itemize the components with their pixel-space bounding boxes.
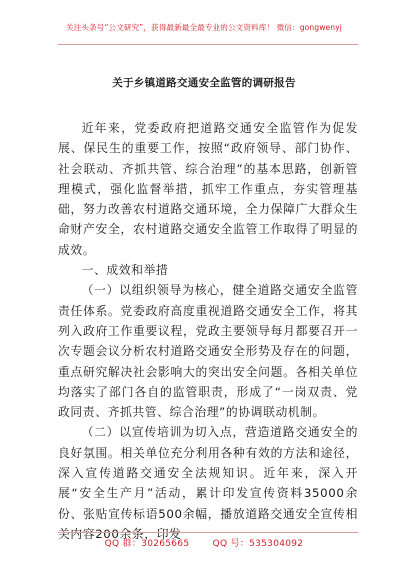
header-note: 关注头条号“公文研究”，获得最新最全最专业的公文资料库！ 微信：gongwenyj — [66, 23, 342, 32]
qq-group-number: 30265665 — [141, 539, 190, 549]
document-title: 关于乡镇道路交通安全监管的调研报告 — [112, 77, 296, 89]
header-divider — [58, 44, 358, 45]
footer-contact — [0, 536, 408, 549]
qq-value: 535304092 — [249, 539, 304, 549]
qq-group — [105, 536, 190, 549]
document-body — [58, 118, 358, 544]
qq-number — [213, 536, 304, 549]
paragraph-section-1: （一）以组织领导为核心，健全道路交通安全监管责任体系。党委政府高度重视道路交通安全工作，将其列入政府工作重要议程，党政主要领导每月都要召开一次专题会议分析农村道路交通安全形势及存在的问题，重点研究解决社会影响大的突出安全问题。各相关单位均落实了部门各自的监管职责，形成了“一岗双责、党政同责、齐抓共管、综合治理”的协调联动机制。 — [58, 283, 358, 420]
footer-divider — [58, 532, 358, 533]
qq-label: QQ 号： — [212, 539, 250, 549]
section-heading: 一、成效和举措 — [81, 263, 169, 278]
paragraph-section-2: （二）以宣传培训为切入点，营造道路交通安全的良好氛围。相关单位充分利用各种有效的方法和途径，深入宣传道路交通安全法规知识。近年来，深入开展“安全生产月”活动，累计印发宣传资料35000余份、张贴宣传标语500余幅，播放道路交通安全宣传相关内容200余条，印发 — [58, 425, 358, 541]
paragraph-intro: 近年来，党委政府把道路交通安全监管作为促发展、保民生的重要工作，按照“政府领导、部门协作、社会联动、齐抓共管、综合治理”的基本思路，创新管理模式，强化监督举措，抓牢工作重点，夯实管理基础，努力改善农村道路交通环境，全力保障广大群众生命财产安全，农村道路交通安全监管工作取得了明显的成效。 — [58, 121, 358, 257]
qq-group-label: QQ 群： — [104, 539, 142, 549]
